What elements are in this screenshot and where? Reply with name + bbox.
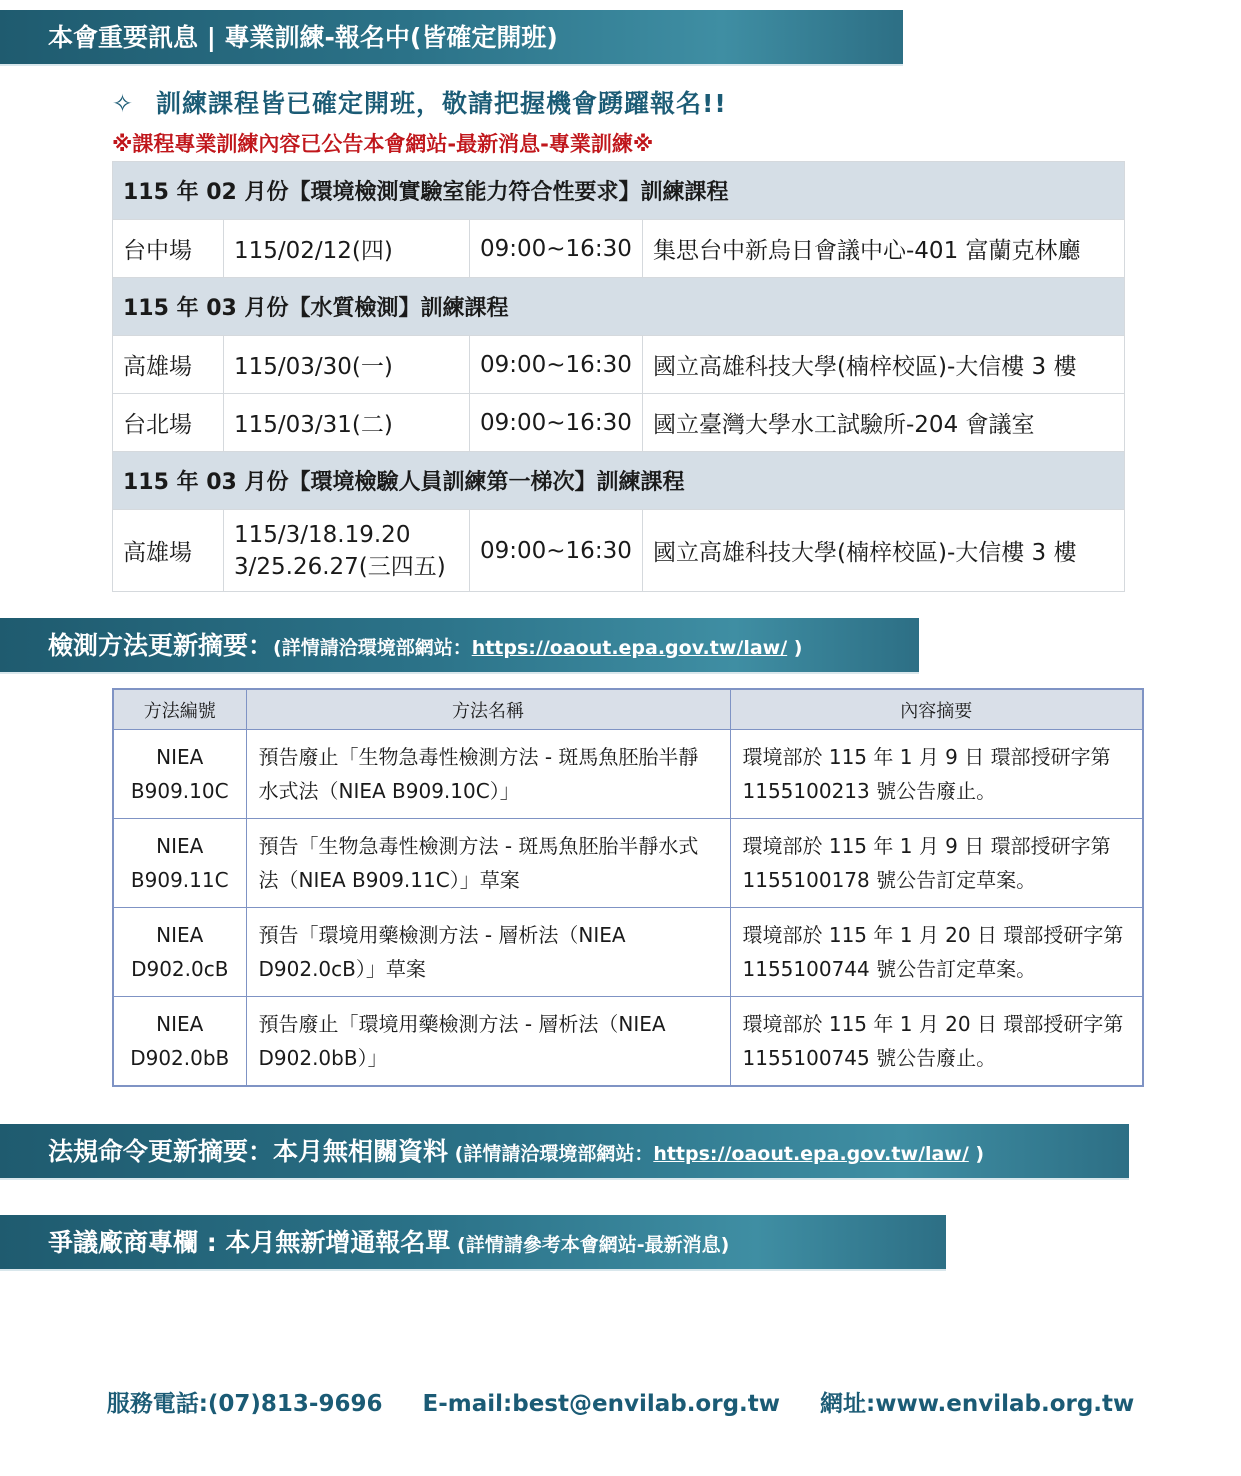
course-heading-row xyxy=(113,278,1125,336)
methods-banner xyxy=(0,618,919,674)
contact-footer xyxy=(0,1385,1241,1418)
method-code xyxy=(113,997,246,1086)
service-phone: 服務電話:(07)813-9696 xyxy=(106,1391,383,1417)
announcement-banner xyxy=(0,10,903,66)
method-summary: 環境部於 115 年 1 月 9 日 環部授研字第 1155100178 號公告訂定草案。 xyxy=(730,819,1143,908)
method-code xyxy=(113,730,246,819)
method-code xyxy=(113,908,246,997)
session-date-line: 115/03/30(一) xyxy=(234,354,393,380)
course-session-row xyxy=(113,336,1125,394)
session-location: 國立高雄科技大學(楠梓校區)-大信樓 3 樓 xyxy=(643,510,1125,592)
website-url[interactable]: 網址:www.envilab.org.tw xyxy=(820,1391,1135,1417)
methods-banner-note: (詳情請洽環境部網站： xyxy=(273,637,472,659)
dispute-vendor-banner xyxy=(0,1215,946,1271)
dispute-vendor-note: (詳情請參考本會網站-最新消息) xyxy=(450,1234,730,1256)
course-session-row xyxy=(113,394,1125,452)
method-table xyxy=(112,688,1144,1087)
regulations-banner-note: (詳情請洽環境部網站： xyxy=(448,1143,654,1165)
course-heading-row xyxy=(113,162,1125,220)
method-code-number: B909.10C xyxy=(130,779,229,803)
sparkle-icon: ✧ xyxy=(112,89,134,118)
header-method-code: 方法編號 xyxy=(113,689,246,730)
header-method-name: 方法名稱 xyxy=(246,689,730,730)
course-table xyxy=(112,161,1125,592)
session-time: 09:00~16:30 xyxy=(470,220,643,278)
method-code-prefix: NIEA xyxy=(156,1011,204,1036)
session-venue: 台中場 xyxy=(113,220,224,278)
method-name: 預告廢止「環境用藥檢測方法 - 層析法（NIEA D902.0bB）」 xyxy=(246,997,730,1086)
regulations-banner xyxy=(0,1124,1129,1180)
regulations-banner-note-end: ) xyxy=(968,1143,985,1165)
method-summary: 環境部於 115 年 1 月 20 日 環部授研字第 1155100745 號公告廢止。 xyxy=(730,997,1143,1086)
course-session-row xyxy=(113,510,1125,592)
session-date-line: 115/3/18.19.20 xyxy=(234,521,411,548)
session-date xyxy=(224,394,470,452)
method-summary: 環境部於 115 年 1 月 9 日 環部授研字第 1155100213 號公告廢止。 xyxy=(730,730,1143,819)
regulations-law-link[interactable]: https://oaout.epa.gov.tw/law/ xyxy=(653,1143,969,1165)
method-code-prefix: NIEA xyxy=(156,923,204,947)
method-code-number: D902.0cB xyxy=(131,957,229,981)
lead-text: 訓練課程皆已確定開班，敬請把握機會踴躍報名!! xyxy=(155,89,727,118)
method-name: 預告「環境用藥檢測方法 - 層析法（NIEA D902.0cB）」草案 xyxy=(246,908,730,997)
session-date xyxy=(224,336,470,394)
header-summary: 內容摘要 xyxy=(730,689,1143,730)
session-venue: 台北場 xyxy=(113,394,224,452)
course-title: 115 年 03 月份【環境檢驗人員訓練第一梯次】訓練課程 xyxy=(113,452,1125,510)
session-venue: 高雄場 xyxy=(113,336,224,394)
method-name: 預告「生物急毒性檢測方法 - 斑馬魚胚胎半靜水式法（NIEA B909.11C）」草案 xyxy=(246,819,730,908)
methods-banner-title: 檢測方法更新摘要： xyxy=(48,631,274,660)
method-name: 預告廢止「生物急毒性檢測方法 - 斑馬魚胚胎半靜水式法（NIEA B909.10C）」 xyxy=(246,730,730,819)
course-title: 115 年 03 月份【水質檢測】訓練課程 xyxy=(113,278,1125,336)
method-row xyxy=(113,908,1143,997)
method-row xyxy=(113,997,1143,1086)
notice-text: ※課程專業訓練內容已公告本會網站-最新消息-專業訓練※ xyxy=(112,132,654,156)
session-venue: 高雄場 xyxy=(113,510,224,592)
session-time: 09:00~16:30 xyxy=(470,510,643,592)
course-title: 115 年 02 月份【環境檢測實驗室能力符合性要求】訓練課程 xyxy=(113,162,1125,220)
announcement-title: 本會重要訊息 | 專業訓練-報名中(皆確定開班) xyxy=(48,23,558,52)
session-date-line: 115/02/12(四) xyxy=(234,238,393,264)
session-date-line: 115/03/31(二) xyxy=(234,412,393,438)
session-date-line-2: 3/25.26.27(三四五) xyxy=(234,553,446,580)
method-summary: 環境部於 115 年 1 月 20 日 環部授研字第 1155100744 號公告訂定草案。 xyxy=(730,908,1143,997)
session-time: 09:00~16:30 xyxy=(470,394,643,452)
session-date xyxy=(224,220,470,278)
method-code-prefix: NIEA xyxy=(156,745,204,769)
method-code-prefix: NIEA xyxy=(156,834,204,858)
session-location: 國立高雄科技大學(楠梓校區)-大信樓 3 樓 xyxy=(643,336,1125,394)
method-code xyxy=(113,819,246,908)
session-time: 09:00~16:30 xyxy=(470,336,643,394)
method-row xyxy=(113,730,1143,819)
session-location: 國立臺灣大學水工試驗所-204 會議室 xyxy=(643,394,1125,452)
method-code-number: D902.0bB xyxy=(130,1045,230,1070)
method-table-header xyxy=(113,689,1143,730)
course-session-row xyxy=(113,220,1125,278)
course-heading-row xyxy=(113,452,1125,510)
session-date xyxy=(224,510,470,592)
dispute-vendor-title: 爭議廠商專欄 : 本月無新增通報名單 xyxy=(48,1228,451,1257)
contact-email[interactable]: E-mail:best@envilab.org.tw xyxy=(422,1391,781,1417)
regulations-banner-title: 法規命令更新摘要：本月無相關資料 xyxy=(48,1137,449,1166)
methods-banner-note-end: ) xyxy=(787,637,803,659)
method-code-number: B909.11C xyxy=(130,868,229,892)
method-row xyxy=(113,819,1143,908)
lead-line xyxy=(112,84,727,120)
methods-law-link[interactable]: https://oaout.epa.gov.tw/law/ xyxy=(471,637,788,659)
session-location: 集思台中新烏日會議中心-401 富蘭克林廳 xyxy=(643,220,1125,278)
